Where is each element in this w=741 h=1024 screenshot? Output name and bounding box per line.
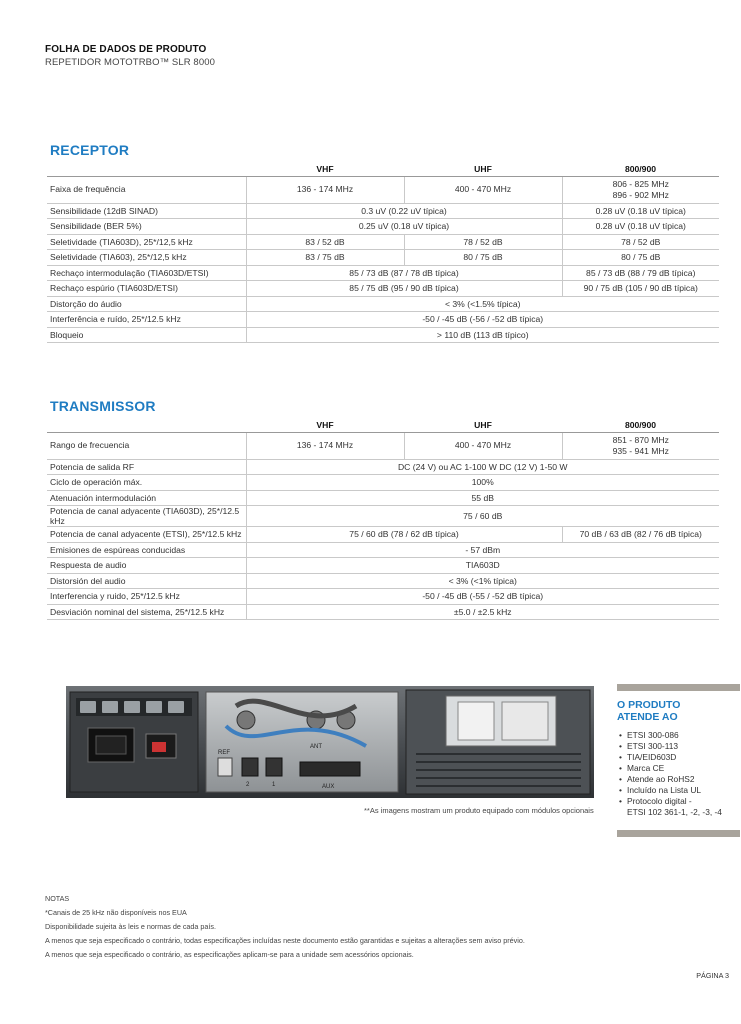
list-item: • Marca CE bbox=[619, 763, 665, 773]
document-subtitle: REPETIDOR MOTOTRBO™ SLR 8000 bbox=[45, 57, 215, 68]
table-row: Respuesta de audio TIA603D bbox=[47, 558, 719, 574]
table-row: Faixa de frequência 136 - 174 MHz 400 - 470 MHz 806 - 825 MHz 896 - 902 MHz bbox=[47, 176, 719, 203]
transmissor-title: TRANSMISSOR bbox=[50, 398, 156, 414]
table-row: Sensibilidade (BER 5%) 0.25 uV (0.18 uV típica) 0.28 uV (0.18 uV típica) bbox=[47, 219, 719, 235]
document-header bbox=[45, 44, 215, 68]
table-row: Distorsión del audio < 3% (<1% típica) bbox=[47, 573, 719, 589]
receptor-table bbox=[47, 162, 719, 343]
page-number: PÁGINA 3 bbox=[696, 971, 729, 980]
note-line: *Canais de 25 kHz não disponíveis nos EUA bbox=[45, 908, 187, 917]
note-line: Disponibilidade sujeita às leis e normas de cada país. bbox=[45, 922, 217, 931]
table-row: Interferencia y ruido, 25*/12.5 kHz -50 / -45 dB (-55 / -52 dB típica) bbox=[47, 589, 719, 605]
table-row: Seletividade (TIA603), 25*/12,5 kHz 83 / 75 dB 80 / 75 dB 80 / 75 dB bbox=[47, 250, 719, 266]
list-item: • TIA/EID603D bbox=[619, 752, 677, 762]
table-row: Sensibilidade (12dB SINAD) 0.3 uV (0.22 uV típica) 0.28 uV (0.18 uV típica) bbox=[47, 203, 719, 219]
list-item: • Atende ao RoHS2 bbox=[619, 774, 695, 784]
col-header-800: 800/900 bbox=[562, 162, 719, 176]
list-item: • Protocolo digital - bbox=[619, 796, 692, 806]
table-row: Rechaço espúrio (TIA603D/ETSI) 85 / 75 dB (95 / 90 dB típica) 90 / 75 dB (105 / 90 dB típica) bbox=[47, 281, 719, 297]
table-row: Potencia de canal adyacente (ETSI), 25*/12.5 kHz 75 / 60 dB (78 / 62 dB típica) 70 dB / 63 dB (82 / 76 dB típica) bbox=[47, 527, 719, 543]
table-row: Emisiones de espúreas conducidas - 57 dBm bbox=[47, 542, 719, 558]
table-row: Potencia de salida RF DC (24 V) ou AC 1-100 W DC (12 V) 1-50 W bbox=[47, 459, 719, 475]
ant-port-label: ANT bbox=[310, 744, 322, 750]
compliance-list bbox=[617, 730, 740, 818]
col-header-uhf: UHF bbox=[404, 162, 562, 176]
compliance-title: O PRODUTO ATENDE AO bbox=[617, 699, 681, 723]
repeater-rear-illustration bbox=[66, 686, 594, 798]
compliance-top-bar bbox=[617, 684, 740, 691]
table-row: Desviación nominal del sistema, 25*/12.5 kHz ±5.0 / ±2.5 kHz bbox=[47, 604, 719, 620]
port-2-label: 2 bbox=[246, 782, 250, 788]
notes-title: NOTAS bbox=[45, 894, 70, 903]
note-line: A menos que seja especificado o contrário, todas especificações incluídas neste documento estão garantidas e sujeitas a alterações sem aviso prévio. bbox=[45, 936, 525, 945]
list-item: • Incluído na Lista UL bbox=[619, 785, 702, 795]
table-row: Distorção do áudio < 3% (<1.5% típica) bbox=[47, 296, 719, 312]
table-row: Seletividade (TIA603D), 25*/12,5 kHz 83 / 52 dB 78 / 52 dB 78 / 52 dB bbox=[47, 234, 719, 250]
table-row: Rango de frecuencia 136 - 174 MHz 400 - 470 MHz 851 - 870 MHz 935 - 941 MHz bbox=[47, 432, 719, 459]
receptor-title: RECEPTOR bbox=[50, 142, 130, 158]
table-row: Rechaço intermodulação (TIA603D/ETSI) 85 / 73 dB (87 / 78 dB típica) 85 / 73 dB (88 / 79 dB típica) bbox=[47, 265, 719, 281]
list-item: ETSI 102 361-1, -2, -3, -4 bbox=[627, 807, 722, 817]
col-header-uhf: UHF bbox=[404, 418, 562, 432]
table-row: Interferência e ruído, 25*/12.5 kHz -50 / -45 dB (-56 / -52 dB típica) bbox=[47, 312, 719, 328]
list-item: • ETSI 300-113 bbox=[619, 741, 679, 751]
col-header-vhf: VHF bbox=[246, 162, 404, 176]
transmissor-table bbox=[47, 418, 719, 620]
col-header-vhf: VHF bbox=[246, 418, 404, 432]
document-title: FOLHA DE DADOS DE PRODUTO bbox=[45, 44, 207, 55]
note-line: A menos que seja especificado o contrário, as especificações aplicam-se para a unidade sem acessórios opcionais. bbox=[45, 950, 414, 959]
col-header-800: 800/900 bbox=[562, 418, 719, 432]
table-header-row bbox=[47, 418, 719, 432]
aux-port-label: AUX bbox=[322, 784, 335, 790]
compliance-bottom-bar bbox=[617, 830, 740, 837]
ref-port-label: REF bbox=[218, 750, 230, 756]
table-row: Ciclo de operación máx. 100% bbox=[47, 475, 719, 491]
table-row: Potencia de canal adyacente (TIA603D), 25*/12.5 kHz 75 / 60 dB bbox=[47, 506, 719, 527]
product-photo bbox=[66, 686, 594, 798]
table-row: Bloqueio > 110 dB (113 dB típico) bbox=[47, 327, 719, 343]
photo-caption: **As imagens mostram um produto equipado com módulos opcionais bbox=[364, 806, 594, 815]
table-row: Atenuación intermodulación 55 dB bbox=[47, 490, 719, 506]
notes-section bbox=[45, 892, 525, 962]
port-1-label: 1 bbox=[272, 782, 276, 788]
list-item: • ETSI 300-086 bbox=[619, 730, 679, 740]
table-header-row bbox=[47, 162, 719, 176]
compliance-box bbox=[617, 684, 740, 818]
